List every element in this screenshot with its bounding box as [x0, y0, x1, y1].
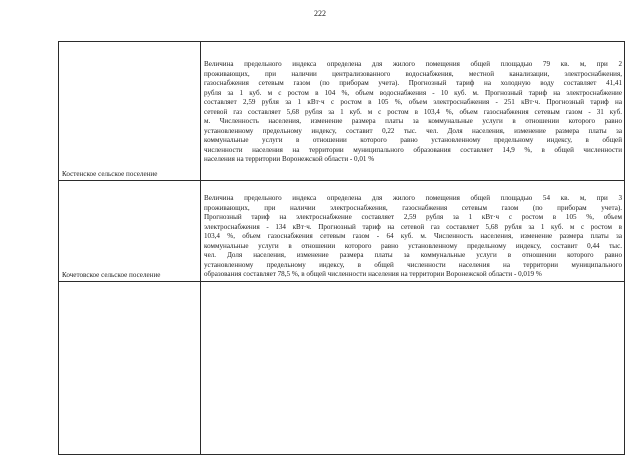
settlement-name-cell	[59, 282, 201, 455]
settlement-name: Костенское сельское поселение	[62, 170, 158, 179]
description-line: чел. Доля населения, изменение размера платы за коммунальные услуги в отношении которого равно	[204, 251, 622, 260]
description-line: установленному предельному индексу, составит 0,22 тыс. чел. Доля населения, изменение размера платы за	[204, 126, 622, 135]
description-line: населения на территории Воронежской области - 0,01 %	[204, 155, 375, 164]
settlement-name-cell	[59, 42, 201, 181]
description-line: Величина предельного индекса определена для жилого помещения общей площадью 79 кв. м, при 2	[204, 60, 622, 68]
table-row	[59, 181, 625, 282]
description-line: проживающих, при наличии централизованного водоснабжения, местной канализации, электроснабжения,	[204, 69, 622, 78]
description-line: установленному предельному индексу, в общей численности населения на территории муниципального	[204, 260, 622, 269]
description-line: численности населения на территории муниципального образования составляет 14,9 %, в общей численности	[204, 145, 622, 154]
description-cell	[201, 181, 625, 282]
description-line: проживающих, при наличии электроснабжения, газоснабжения сетевым газом (по приборам учета).	[204, 203, 622, 212]
description-line: составляет 2,59 рубля за 1 кВт·ч с ростом в 105 %, объем электроснабжения - 251 кВт·ч. Прогнозный тариф на	[204, 98, 622, 107]
table-row	[59, 282, 625, 455]
data-table	[58, 41, 625, 455]
description-line: коммунальные услуги в отношении которого равно установленному предельному индексу, в общей	[204, 136, 622, 145]
table-row	[59, 42, 625, 181]
description-line: коммунальные услуги в отношении которого равно установленному предельному индексу, составит 0,44 тыс.	[204, 241, 622, 250]
description-line: сетевой газ составляет 5,68 рубля за 1 куб. м с ростом в 103,4 %, объем газоснабжения сетевым газом - 31 куб.	[204, 107, 622, 116]
settlement-name-cell	[59, 181, 201, 282]
description-line: рубля за 1 куб. м с ростом в 104 %, объем водоснабжения - 10 куб. м. Прогнозный тариф на электроснабжение	[204, 88, 622, 97]
description-line: Прогнозный тариф на электроснабжение составляет 2,59 рубля за 1 кВт·ч с ростом в 105 %, объем	[204, 213, 622, 222]
description-cell	[201, 42, 625, 181]
description-line: образования составляет 78,5 %, в общей численности населения на территории Воронежской области - 0,019 %	[204, 270, 542, 279]
description-line: электроснабжения - 134 кВт·ч. Прогнозный тариф на сетевой газ составляет 5,68 рубля за 1 куб. м с ростом в	[204, 222, 622, 231]
description-line: газоснабжения сетевым газом (по приборам учета). Прогнозный тариф на холодную воду составляет 41,41	[204, 79, 622, 88]
description-line: Величина предельного индекса определена для жилого помещения общей площадью 54 кв. м, при 3	[204, 194, 622, 202]
description-line: м. Численность населения, изменение размера платы за коммунальные услуги в отношении которого равно	[204, 117, 622, 126]
description-cell	[201, 282, 625, 455]
settlement-name: Кочетовское сельское поселение	[62, 271, 161, 280]
description-line: 103,4 %, объем газоснабжения сетевым газом - 64 куб. м. Численность населения, изменение размера платы за	[204, 232, 622, 241]
page-number: 222	[314, 9, 326, 18]
